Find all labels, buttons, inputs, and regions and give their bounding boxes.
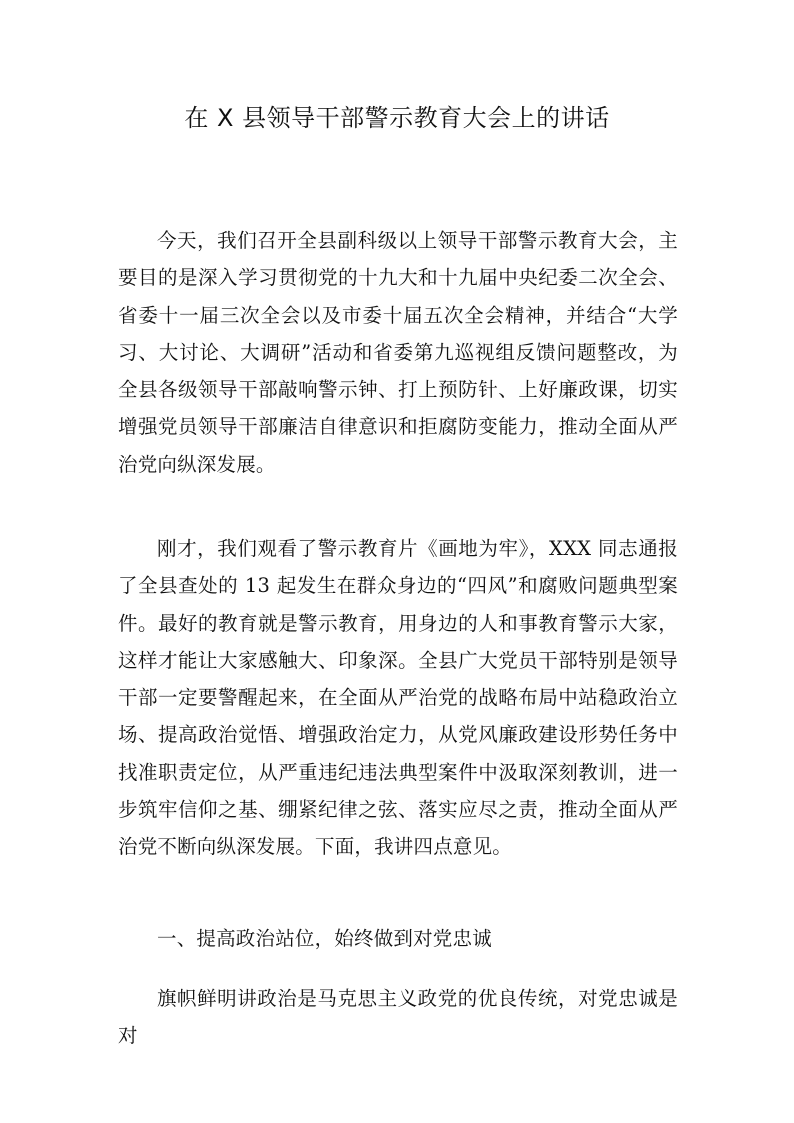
paragraph-opening: 今天，我们召开全县副科级以上领导干部警示教育大会，主要目的是深入学习贯彻党的十九大和十九届中央纪委二次全会、省委十一届三次全会以及市委十届五次全会精神，并结合“大学习、大讨论、大调研”活动和省委第九巡视组反馈问题整改，为全县各级领导干部敲响警示钟、打上预防针、上好廉政课，切实增强党员领导干部廉洁自律意识和拒腐防变能力，推动全面从严治党向纵深发展。 <box>118 229 678 476</box>
section-heading-1: 一、提高政治站位，始终做到对党忠诚 <box>157 927 492 950</box>
paragraph-section-1: 旗帜鲜明讲政治是马克思主义政党的优良传统，对党忠诚是对 <box>118 987 678 1048</box>
document-title: 在 X 县领导干部警示教育大会上的讲话 <box>184 104 610 132</box>
paragraph-warning-film: 刚才，我们观看了警示教育片《画地为牢》，XXX 同志通报了全县查处的 13 起发生在群众身边的“四风”和腐败问题典型案件。最好的教育就是警示教育，用身边的人和事教育警示大家，这样才能让大家感触大、印象深。全县广大党员干部特别是领导干部一定要警醒起来，在全面从严治党的战略布局中站稳政治立场、提高政治觉悟、增强政治定力，从党风廉政建设形势任务中找准职责定位，从严重违纪违法典型案件中汲取深刻教训，进一步筑牢信仰之基、绷紧纪律之弦、落实应尽之责，推动全面从严治党不断向纵深发展。下面，我讲四点意见。 <box>118 537 678 859</box>
